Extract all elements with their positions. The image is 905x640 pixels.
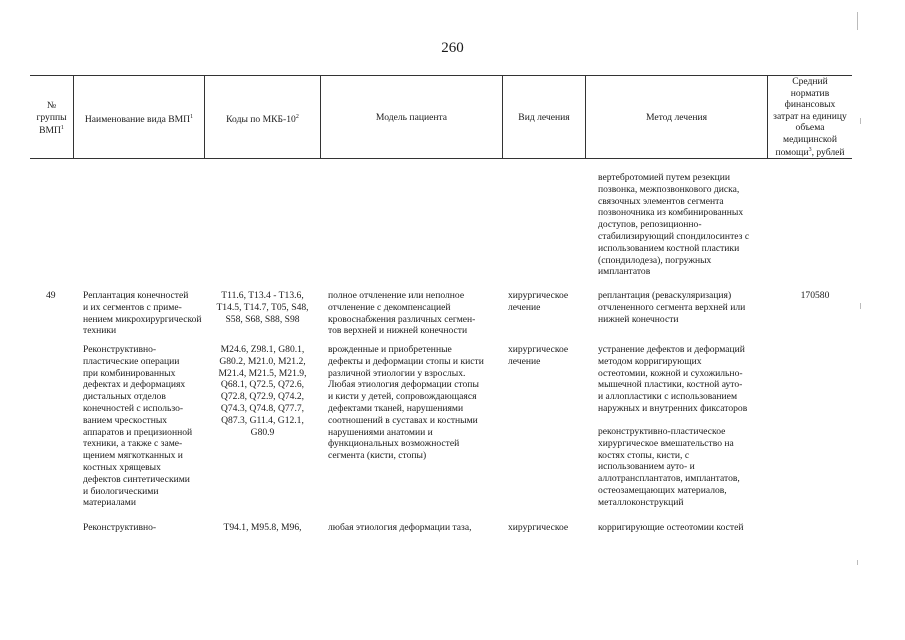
row49-treatment-method: реплантация (реваскуляризация) отчлененного сегмента верхней или нижней конечности <box>598 290 746 325</box>
header-group-number: № группы ВМП$^1$ <box>36 100 67 137</box>
header-cost-norm: Средний норматив финансовых затрат на единицу объема медицинской помощи$^3$, рублей <box>773 76 847 159</box>
recon1-treatment-method-2: реконструктивно-пластическое хирургическое вмешательство на костях стопы, кисти, с использованием ауто- и аллотрансплантатов, имплантатов, остеозамещающих материалов, металлоконструкций <box>598 426 740 508</box>
scan-artifact <box>857 12 858 30</box>
recon2-vmp-name: Реконструктивно- <box>83 522 157 533</box>
scan-artifact <box>860 303 861 309</box>
row49-icd-codes: T11.6, T13.4 - T13.6, T14.5, T14.7, T05, S48, S58, S68, S88, S98 <box>216 290 309 325</box>
header-bottom-border <box>30 158 852 159</box>
row49-vmp-name: Реплантация конечностей и их сегментов с приме- нением микрохирургической техники <box>83 290 202 337</box>
scan-artifact <box>857 560 858 565</box>
scan-artifact <box>860 118 861 124</box>
continuation-method: вертебротомией путем резекции позвонка, межпозвонкового диска, связочных элементов сегмента позвоночника из комбинированных доступов, репозиционно- стабилизирующий спондилосинтез с использованием костной пластики (спондилодеза), погружных имплантатов <box>598 172 750 278</box>
row49-treatment-type: хирургическое лечение <box>508 290 569 313</box>
recon1-icd-codes: M24.6, Z98.1, G80.1, G80.2, M21.0, M21.2, M21.4, M21.5, M21.9, Q68.1, Q72.5, Q72.6, Q72.8, Q72.9, Q74.2, Q74.3, Q74.8, Q77.7, Q87.3, G11.4, G12.1, G80.9 <box>218 344 307 438</box>
header-treatment-type: Вид лечения <box>518 112 570 123</box>
recon2-treatment-method: корригирующие остеотомии костей <box>598 522 744 533</box>
header-vmp-name: Наименование вида ВМП$^1$ <box>84 114 194 126</box>
recon1-treatment-method-1: устранение дефектов и деформаций методом корригирующих остеотомии, кожной и сухожильно- мышечной пластики, костной ауто- и аллопластики с использованием наружных и внутренних фиксаторов <box>598 344 748 414</box>
recon2-treatment-type: хирургическое <box>508 522 569 533</box>
row49-cost: 170580 <box>800 290 830 301</box>
table-top-border <box>30 75 852 76</box>
row49-group-number: 49 <box>46 290 56 301</box>
header-patient-model: Модель пациента <box>375 112 448 123</box>
row49-patient-model: полное отчленение или неполное отчленение с декомпенсацией кровоснабжения различных сегмен- тов верхней и нижней конечности <box>328 290 476 337</box>
recon1-vmp-name: Реконструктивно- пластические операции при комбинированных дефектах и деформациях дистальных отделов конечностей с использо- ванием чрескостных аппаратов и прецизионной техники, а также с заме- щением мягкотканных и костных хрящевых дефектов синтетическими и биологическими материалами <box>83 344 193 509</box>
recon1-treatment-type: хирургическое лечение <box>508 344 569 367</box>
recon1-patient-model: врожденные и приобретенные дефекты и деформации стопы и кисти различной этиологии у взрослых. Любая этиология деформации стопы и кисти у детей, сопровождающаяся дефектами тканей, нарушениями соотношений в суставах и костными нарушениями анатомии и функциональных возможностей сегмента (кисти, стопы) <box>328 344 484 462</box>
recon2-icd-codes: T94.1, M95.8, M96, <box>223 522 302 533</box>
recon2-patient-model: любая этиология деформации таза, <box>328 522 472 533</box>
header-treatment-method: Метод лечения <box>645 112 708 123</box>
page-number: 260 <box>441 40 464 56</box>
header-icd-codes: Коды по МКБ-$10^2$ <box>226 114 299 126</box>
